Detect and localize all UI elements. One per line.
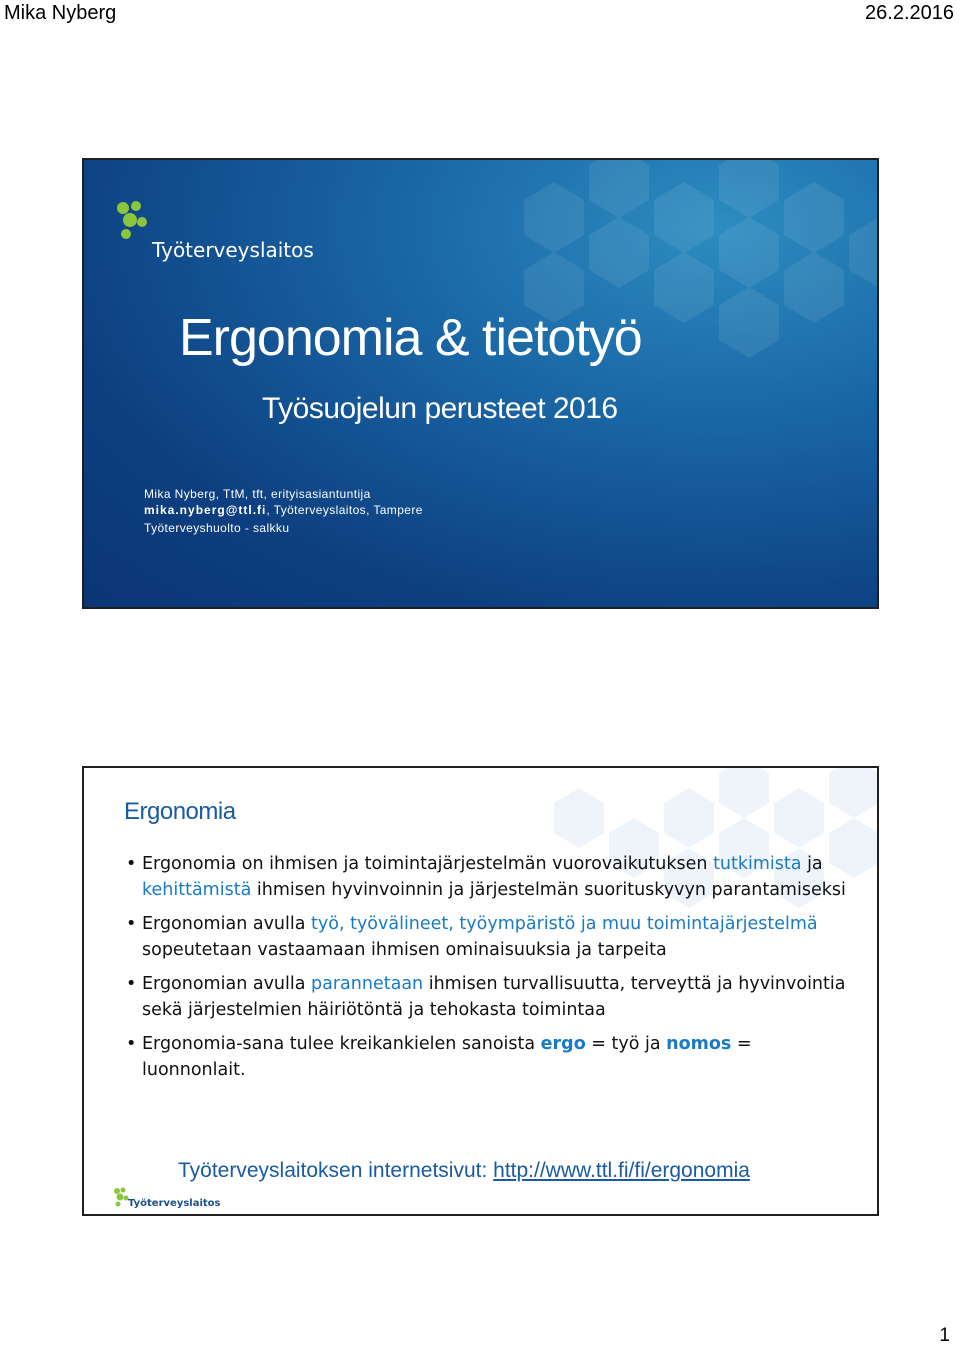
bullet-text: sopeutetaan vastaamaan ihmisen ominaisuuksia ja tarpeita	[142, 939, 667, 960]
list-item	[126, 852, 846, 903]
bullet-text: Ergonomian avulla	[142, 914, 312, 934]
email-link[interactable]: mika.nyberg@ttl.fi	[144, 503, 267, 517]
bullet-text: ihmisen hyvinvoinnin ja järjestelmän suorituskyvyn parantamiseksi	[251, 879, 846, 900]
slide-title: Ergonomia	[124, 798, 236, 825]
list-item	[126, 1032, 846, 1083]
page-number: 1	[939, 1325, 950, 1346]
highlight-text: nomos	[666, 1034, 732, 1054]
bullet-text: Ergonomia on ihmisen ja toimintajärjestelmän vuorovaikutuksen	[142, 854, 714, 874]
ergonomia-slide	[82, 766, 879, 1216]
contact-line	[144, 503, 423, 517]
list-item	[126, 912, 846, 963]
bullet-text: ihmisen turvallisuutta, terveyttä ja hyvinvointia sekä järjestelmien häiriötöntä ja tehokasta toimintaa	[142, 974, 846, 1020]
highlight-text: parannetaan	[311, 974, 424, 994]
bullet-text: = luonnonlait.	[142, 1034, 752, 1080]
hexagon-pattern-icon	[84, 160, 877, 607]
title-slide	[82, 158, 879, 609]
highlight-text: ergo	[540, 1034, 586, 1054]
slide-title: Ergonomia & tietotyö	[179, 309, 642, 367]
website-line	[178, 1159, 750, 1183]
website-link[interactable]: http://www.ttl.fi/fi/ergonomia	[493, 1159, 750, 1182]
slide-subtitle: Työsuojelun perusteet 2016	[262, 392, 618, 425]
ttl-logo-icon	[114, 198, 154, 248]
author-info: Mika Nyberg, TtM, tft, erityisasiantuntija	[144, 487, 371, 501]
logo-text: Työterveyslaitos	[128, 1198, 221, 1209]
header-date: 26.2.2016	[865, 2, 954, 24]
logo-text: Työterveyslaitos	[152, 238, 314, 262]
portfolio-info: Työterveyshuolto - salkku	[144, 521, 290, 535]
bullet-text: ja	[801, 854, 823, 874]
website-label: Työterveyslaitoksen internetsivut:	[178, 1159, 494, 1182]
list-item	[126, 972, 846, 1023]
highlight-text: kehittämistä	[142, 879, 252, 900]
highlight-text: työ, työvälineet, työympäristö ja muu toimintajärjestelmä	[311, 914, 818, 934]
bullet-text: = työ ja	[585, 1034, 667, 1054]
bullet-list	[126, 852, 846, 1092]
header-author: Mika Nyberg	[4, 2, 117, 24]
bullet-text: Ergonomian avulla	[142, 974, 312, 994]
highlight-text: tutkimista	[713, 854, 802, 874]
contact-rest: , Työterveyslaitos, Tampere	[266, 503, 423, 517]
bullet-text: Ergonomia-sana tulee kreikankielen sanoista	[142, 1034, 541, 1054]
